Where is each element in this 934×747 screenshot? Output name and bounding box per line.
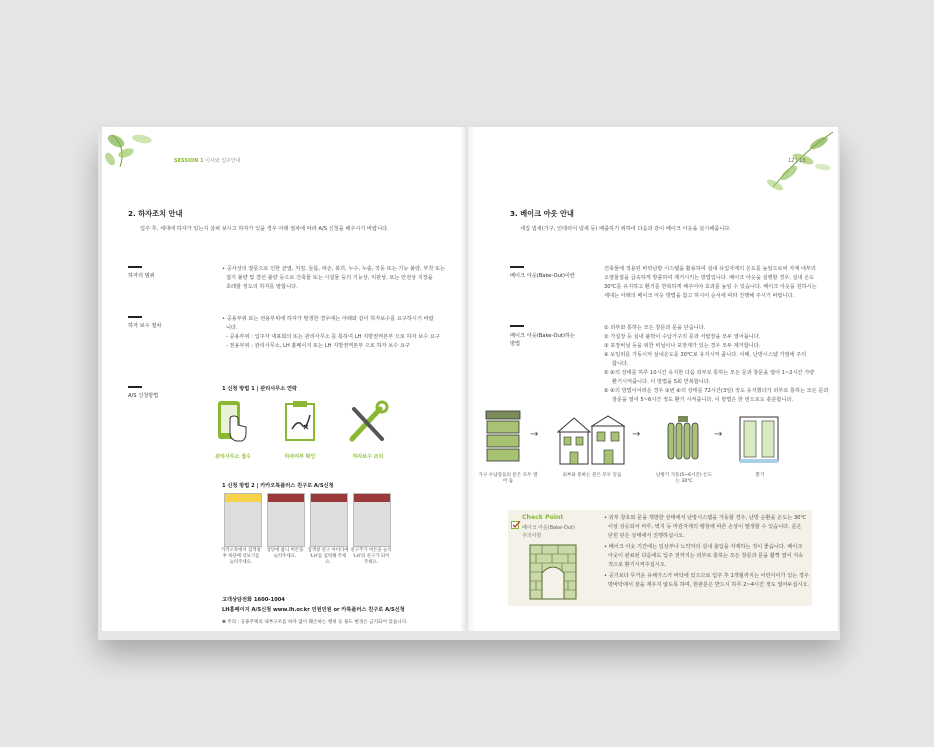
step-line: ⑥ ④의 방법이어려운 경우 ③번 ④의 상태를 72시간(3일) 정도 유지했다가 외부로 통하는 모든 문과	[604, 388, 829, 394]
scope-line: 접지 불량 및 결선 불량 등으로 건축물 또는 시설물 등의 기능상, 미관상, 또는 안전상 지장을	[226, 275, 433, 281]
screenshot-thumb	[310, 493, 348, 547]
check-line: 이상 상승되어 마루, 벽지 등 마감자재의 팽창에 따른 손상이 발생할 수 있습니다. 문은	[608, 524, 802, 530]
checkbox-icon	[511, 514, 521, 522]
method2-caption: 카카오톡에서 검색창 후 하단에 더보기를 눌러주세요.	[221, 548, 261, 565]
check-line: 아웃이 완료된 다음에도 입주 전까지는 외부로 통하는 모든 창문과 문을 활짝 열어 지속	[608, 553, 804, 559]
as-method-label: A/S 신청방법	[128, 393, 159, 399]
flow-caption: 외부와 통하는 문은 모두 닫음	[562, 473, 622, 478]
book-spine	[460, 127, 476, 631]
intro-text: 새집 냄새(가구, 인테리어 냄새 등) 배출하기 위하여 다음과 같이 베이크 아웃을 실시해줍니다.	[520, 226, 731, 232]
flow-caption: 가구 수납장들의 문은 모두 열어 둠	[478, 473, 538, 484]
cabinet-icon	[483, 409, 523, 467]
definition-line: 30℃를 유지하고 환기를 반복하게 해주어야 효과를 높일 수 있습니다. 베이크 아웃을 원하시는	[604, 284, 817, 290]
page-numbers: 12 | 13	[788, 158, 806, 164]
method2-caption: 검색창 친구 아이디에 'LH'를 입력해 주세요.	[307, 548, 349, 565]
method1-caption: 하자보수 조치	[352, 454, 384, 460]
window-icon	[738, 415, 780, 465]
leaf-decoration-icon	[102, 127, 172, 177]
arrow-right-icon: →	[714, 429, 723, 440]
check-line: • 베이크 아웃 기간에는 입상부나 노약자의 실내 출입을 자제하는 것이 좋습니다. 베이크	[604, 544, 803, 550]
scope-line: 초래할 정도의 하자를 말합니다.	[226, 284, 298, 290]
method2-caption: 상단에 톱니 버튼을 눌러주세요.	[266, 548, 304, 559]
left-page	[102, 127, 472, 631]
right-page	[468, 127, 838, 631]
method1-title: 1 신청 방법 1 | 관리사무소 연락	[222, 386, 298, 392]
label-dash	[128, 316, 142, 318]
flow-caption: 난방기 가동(5~6시간) 온도는 30℃	[655, 473, 713, 484]
check-point-subtitle: 베이크 아웃(Bake-Out)	[522, 525, 575, 531]
session-label: SESSION 1	[174, 158, 204, 164]
step-line: ⑤ ④의 상태를 하루 10시간 유지한 다음 외부로 통하는 모든 문과 창문을 열어 1~2시간 가량	[604, 370, 815, 376]
procedure-line: - 전용부위 : 관리사무소, LH 홈페이지 또는 LH 지방권역본부 으로 하자 보수 요구	[226, 343, 410, 349]
step-line: ② 가설장 등 실내 붙박이 수납가구의 문과 서랍장을 모두 열어둡니다.	[604, 334, 761, 340]
label-dash	[128, 266, 142, 268]
scope-line: • 공사상의 잘못으로 인한 균열, 처짐, 들뜸, 파손, 붕괴, 누수, 누출, 작동 또는 기능 불량, 부착 또는	[222, 266, 446, 272]
method1-caption: 관리사무소 접수	[215, 454, 251, 460]
check-line: 닫힌 닫은 상태에서 진행하십시오.	[608, 533, 685, 539]
flow-caption: 환기	[755, 473, 765, 478]
scope-label: 하자의 범위	[128, 273, 155, 279]
check-line: 방바닥에서 잠을 재우지 않도록 하며, 현관문은 반드시 하루 2~4시간 정도 열어두십시오.	[608, 582, 810, 588]
step-line: 합니다.	[612, 361, 629, 367]
definition-label: 베이크 아웃(Bake-Out)이란	[510, 273, 575, 279]
label-dash	[510, 266, 524, 268]
method-label: 베이크 아웃(Bake-Out)하는	[510, 333, 575, 339]
procedure-label: 하자 보수 절차	[128, 323, 162, 329]
check-line: 적으로 환기시켜주십시오.	[608, 562, 667, 568]
procedure-line: - 공용부위 : 입주자 대표회의 또는 관리사무소 를 통하여 LH 지방권역본부 으로 하자 보수 요구	[226, 334, 440, 340]
procedure-line: • 공용부위 또는 전용부위에 하자가 발생한 경우에는 아래와 같이 하자보수를 요구하시기 바랍	[222, 316, 434, 322]
definition-line: 오염물질을 급속하게 방출하여 제거시키는 방법입니다. 베이크 아웃을 실행할 경우, 실내 온도	[604, 275, 815, 281]
screenshot-thumb	[224, 493, 262, 547]
radiator-icon	[664, 415, 704, 465]
contact-phone: 고객상담전화 1600-1004	[222, 597, 285, 603]
contact-web: LH홈페이지 A/S신청 www.lh.or.kr 민원민원 or 카톡플러스 친구로 A/S신청	[222, 607, 405, 613]
method2-caption: 친구추가 버튼을 눌러 'LH'의 친구가 되어 주세요.	[350, 548, 392, 565]
arrow-right-icon: →	[530, 429, 539, 440]
step-line: ④ 보일러를 가동시켜 실내온도를 30℃로 유지시켜 줍니다. 이때, 난방시스템 가열에 주의	[604, 352, 807, 358]
note-text: ✽ 주의 : 공용주택의 내부구조를 하자 없이 훼손하는 행위 등 용도 변경은 금지되어 있습니다.	[222, 620, 408, 625]
step-line: ③ 포장비닐 등을 위한 비닐이나 포장재가 있는 경우 모두 제거합니다.	[604, 343, 761, 349]
house-icon	[556, 410, 626, 466]
check-point-title: Check Point	[522, 514, 564, 521]
method-label: 방법	[510, 341, 521, 347]
procedure-line: 니다.	[226, 325, 238, 331]
check-line: • 외부 창호와 문을 개방한 상태에서 난방시스템을 가동할 경우, 난방 순환을 온도는 30℃	[604, 515, 807, 521]
method2-title: 1 신청 방법 2 | 카카오톡플러스 친구로 A/S신청	[222, 483, 334, 489]
section-title: 2. 하자조치 안내	[128, 209, 183, 218]
running-header	[174, 158, 241, 165]
check-point-subtitle: 주의사항	[522, 533, 542, 539]
step-line: 창문을 열어 5~6시간 정도 환기 시켜줍니다. 이 방법은 한 번으로도 충분합니다.	[612, 397, 794, 403]
arrow-right-icon: →	[632, 429, 641, 440]
check-line: • 공기보다 무거운 유해가스가 바닥에 있으므로 입주 후 1개월까지는 어린아이가 있는 경우	[604, 573, 809, 579]
brick-window-icon	[528, 543, 578, 601]
clipboard-check-icon	[280, 399, 320, 445]
label-dash	[128, 386, 142, 388]
definition-line: 건축물에 적용된 바닥난방 시스템을 활용하여 실내 유입자재의 온도를 높임으로써 자재 내부의	[604, 266, 816, 272]
label-dash	[510, 325, 524, 327]
tools-icon	[346, 399, 390, 445]
step-line: 환기시켜줍니다. 이 방법을 5회 반복합니다.	[612, 379, 711, 385]
intro-text: 입주 후, 세대에 하자가 있는지 살펴 보시고 하자가 있을 경우 아래 절차에 따라 A/S 신청을 해주시기 바랍니다.	[140, 226, 389, 232]
session-title: 이사와 입주안내	[205, 158, 241, 164]
method1-caption: 하자여부 확인	[284, 454, 316, 460]
definition-line: 세대는 아래의 베이크 아웃 방법을 참고 하시어 순서에 따라 진행해 주시기 바랍니다.	[604, 293, 795, 299]
screenshot-thumb	[353, 493, 391, 547]
section-title: 3. 베이크 아웃 안내	[510, 209, 574, 218]
phone-touch-icon	[212, 399, 252, 445]
screenshot-thumb	[267, 493, 305, 547]
step-line: ① 외부와 통하는 모든 창문과 문을 닫습니다.	[604, 325, 706, 331]
